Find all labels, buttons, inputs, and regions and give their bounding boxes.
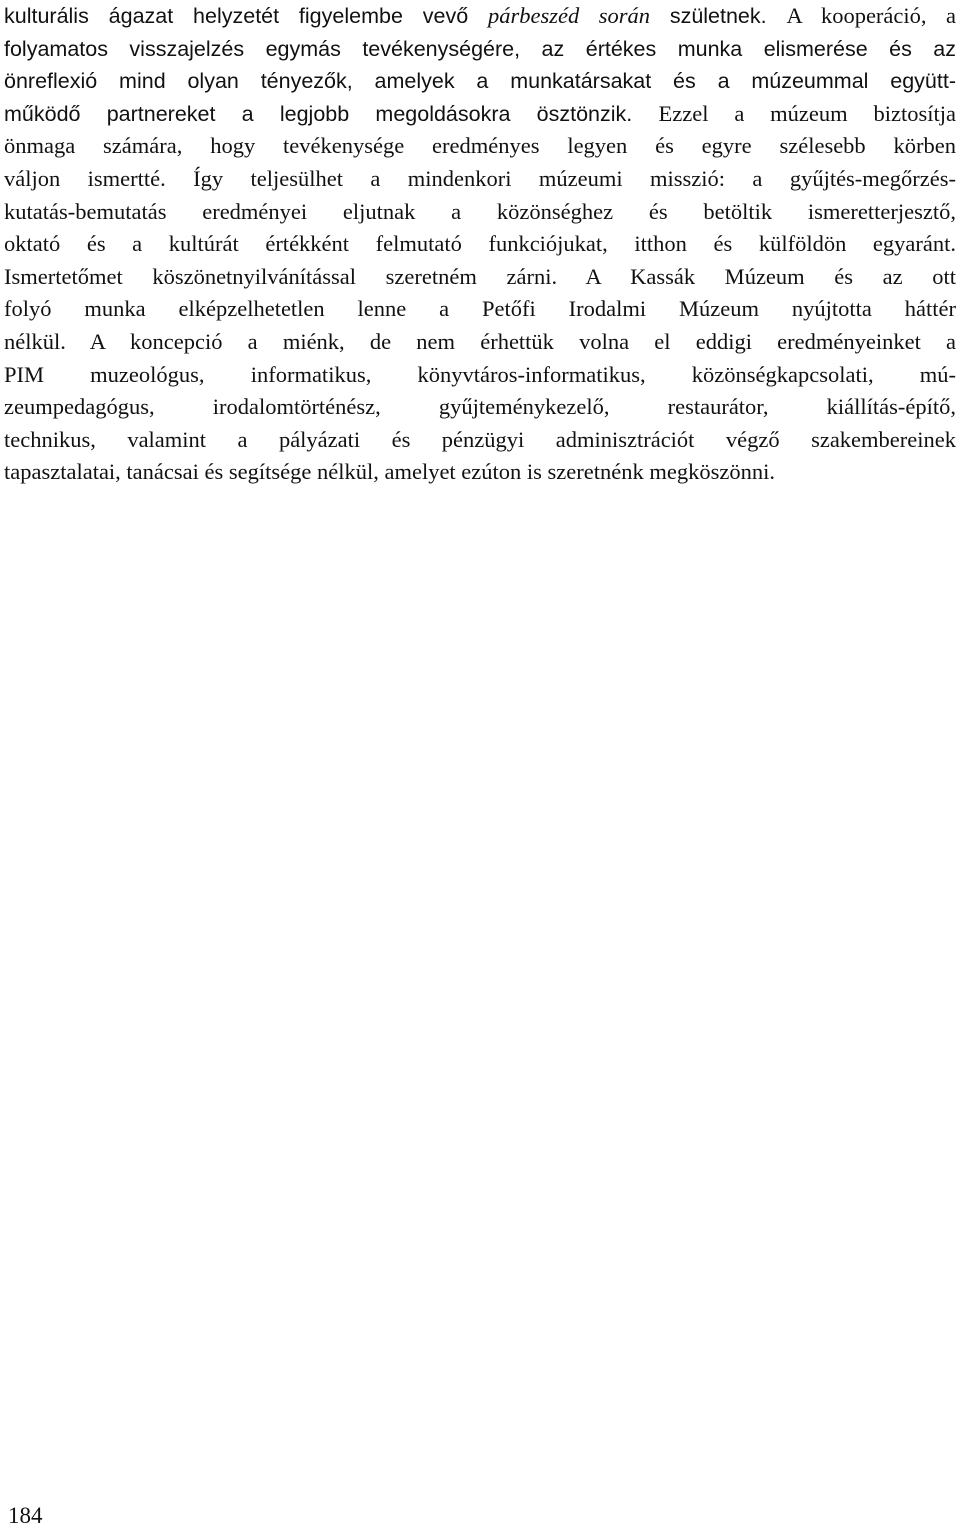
text-segment: születnek. [649, 4, 787, 28]
text-line-11: nélkül. A koncepció a miénk, de nem érhettük volna el eddigi eredményeinket a [4, 328, 956, 354]
text-segment: Ezzel a múzeum biztosítja [658, 100, 957, 126]
text-line-9: Ismertetőmet köszönetnyilvánítással szeretném zárni. A Kassák Múzeum és az ott [4, 263, 956, 289]
text-line-4 [4, 98, 956, 131]
text-line-8: oktató és a kultúrát értékként felmutató funkciójukat, itthon és külföldön egyaránt. [4, 231, 956, 257]
text-line-7: kutatás-bemutatás eredményei eljutnak a közönséghez és betöltik ismeretterjesztő, [4, 198, 956, 224]
text-line-10: folyó munka elképzelhetetlen lenne a Petőfi Irodalmi Múzeum nyújtotta háttér [4, 296, 956, 322]
text-segment: kulturális ágazat helyzetét figyelembe vevő [4, 4, 488, 28]
text-segment: Így teljesülhet a mindenkori múzeumi misszió: a gyűjtés-megőrzés- [193, 165, 957, 191]
text-segment: váljon ismertté. [4, 165, 194, 191]
text-line-6 [4, 163, 956, 196]
text-line-15: tapasztalatai, tanácsai és segítsége nélkül, amelyet ezúton is szeretnénk megköszönni. [4, 459, 775, 485]
page-number: 184 [8, 1503, 43, 1528]
text-line-3: önreflexió mind olyan tényezők, amelyek a munkatársakat és a múzeummal együtt- [4, 69, 956, 94]
text-line-5: önmaga számára, hogy tevékenysége eredményes legyen és egyre szélesebb körben [4, 133, 956, 159]
text-line-1 [4, 0, 956, 33]
italic-phrase: párbeszéd során [487, 3, 650, 28]
body-text [4, 0, 956, 489]
text-line-13: zeumpedagógus, irodalomtörténész, gyűjteménykezelő, restaurátor, kiállítás-építő, [4, 394, 956, 420]
text-segment: A kooperáció, a [786, 3, 956, 28]
text-line-14: technikus, valamint a pályázati és pénzügyi adminisztrációt végző szakembereinek [4, 426, 956, 452]
text-line-2: folyamatos visszajelzés egymás tevékenységére, az értékes munka elismerése és az [4, 36, 956, 61]
text-segment: működő partnereket a legjobb megoldásokra ösztönzik. [4, 101, 659, 126]
text-line-12: PIM muzeológus, informatikus, könyvtáros-informatikus, közönségkapcsolati, mú- [4, 361, 956, 387]
